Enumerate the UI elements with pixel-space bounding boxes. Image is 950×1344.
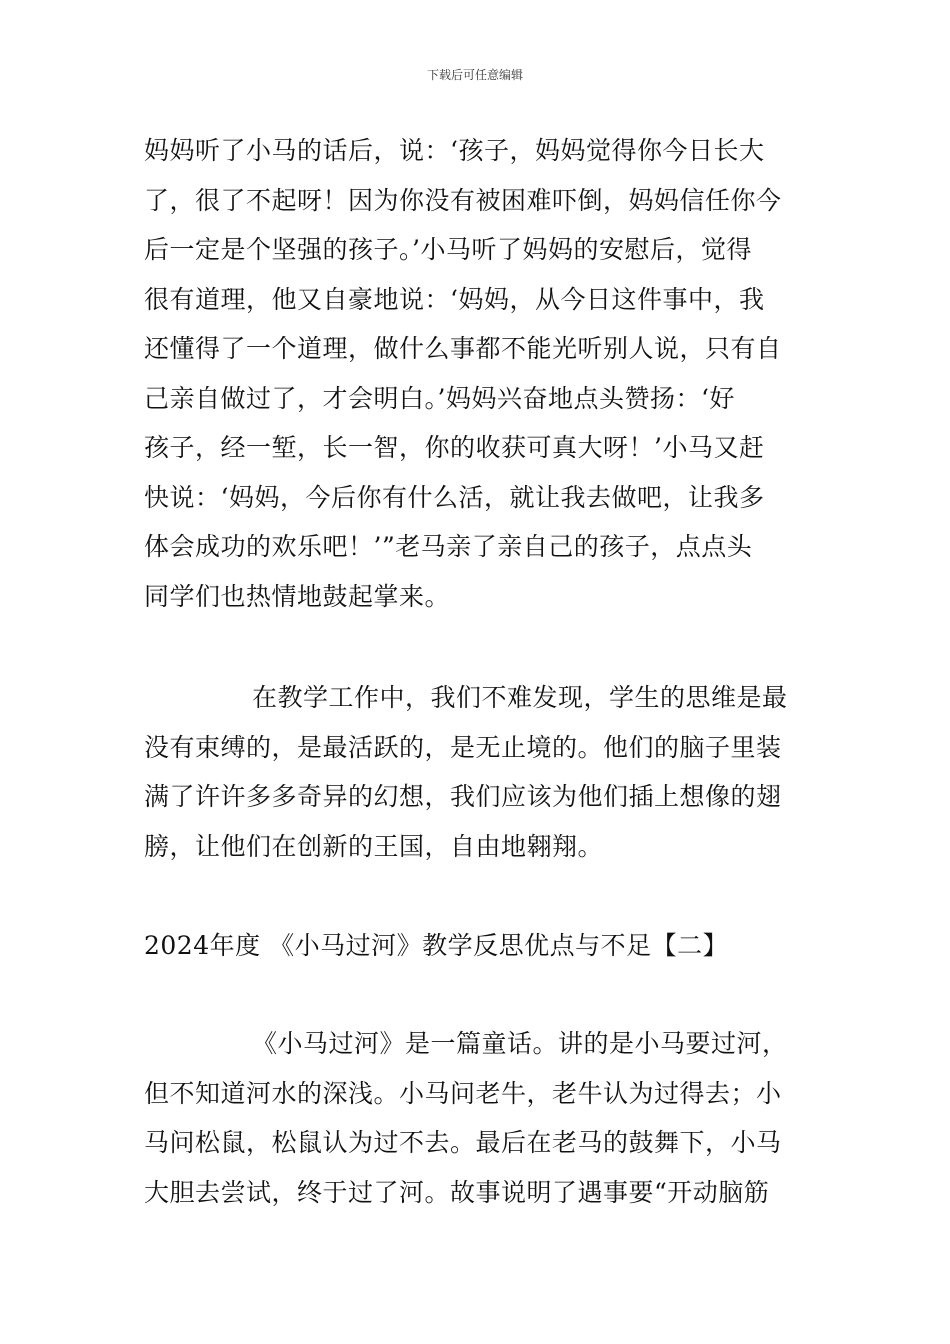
text-line: 没有束缚的，是最活跃的，是无止境的。他们的脑子里装 — [144, 732, 782, 762]
page-header: 下载后可任意编辑 — [426, 68, 523, 82]
text-line: 在教学工作中，我们不难发现，学生的思维是最 — [252, 683, 788, 712]
text-line: 妈妈听了小马的话后，说：‘孩子，妈妈觉得你今日长大 — [144, 136, 765, 165]
text-line: 体会成功的欢乐吧！’”老马亲了亲自己的孩子，点点头 — [144, 532, 753, 561]
section-heading: 2024年度 《小马过河》教学反思优点与不足【二】 — [144, 931, 729, 960]
text-line: 但不知道河水的深浅。小马问老牛，老牛认为过得去；小 — [144, 1078, 782, 1108]
text-line: 大胆去尝试，终于过了河。故事说明了遇事要“开动脑筋 — [144, 1177, 770, 1207]
text-line: 满了许许多多奇异的幻想，我们应该为他们插上想像的翅 — [144, 782, 782, 811]
paragraph-reflection — [144, 673, 814, 871]
text-line: 了，很了不起呀！因为你没有被困难吓倒，妈妈信任你今 — [144, 185, 782, 215]
text-line: 后一定是个坚强的孩子。’小马听了妈妈的安慰后，觉得 — [144, 235, 752, 264]
text-line: 很有道理，他又自豪地说：‘妈妈，从今日这件事中，我 — [144, 284, 765, 314]
paragraph-story-summary — [144, 1019, 814, 1217]
paragraph-story-ending — [144, 126, 814, 621]
text-line: 孩子，经一堑，长一智，你的收获可真大呀！’小马又赶 — [144, 433, 765, 462]
text-line: 《小马过河》是一篇童话。讲的是小马要过河， — [252, 1029, 788, 1058]
text-line: 快说：‘妈妈，今后你有什么活，就让我去做吧，让我多 — [144, 482, 765, 512]
text-line: 马问松鼠，松鼠认为过不去。最后在老马的鼓舞下，小马 — [144, 1128, 782, 1157]
text-line: 膀，让他们在创新的王国，自由地翱翔。 — [144, 831, 604, 861]
text-line: 同学们也热情地鼓起掌来。 — [144, 581, 451, 611]
text-line: 己亲自做过了，才会明白。’妈妈兴奋地点头赞扬：‘好 — [144, 383, 735, 413]
text-line: 还懂得了一个道理，做什么事都不能光听别人说，只有自 — [144, 334, 782, 363]
